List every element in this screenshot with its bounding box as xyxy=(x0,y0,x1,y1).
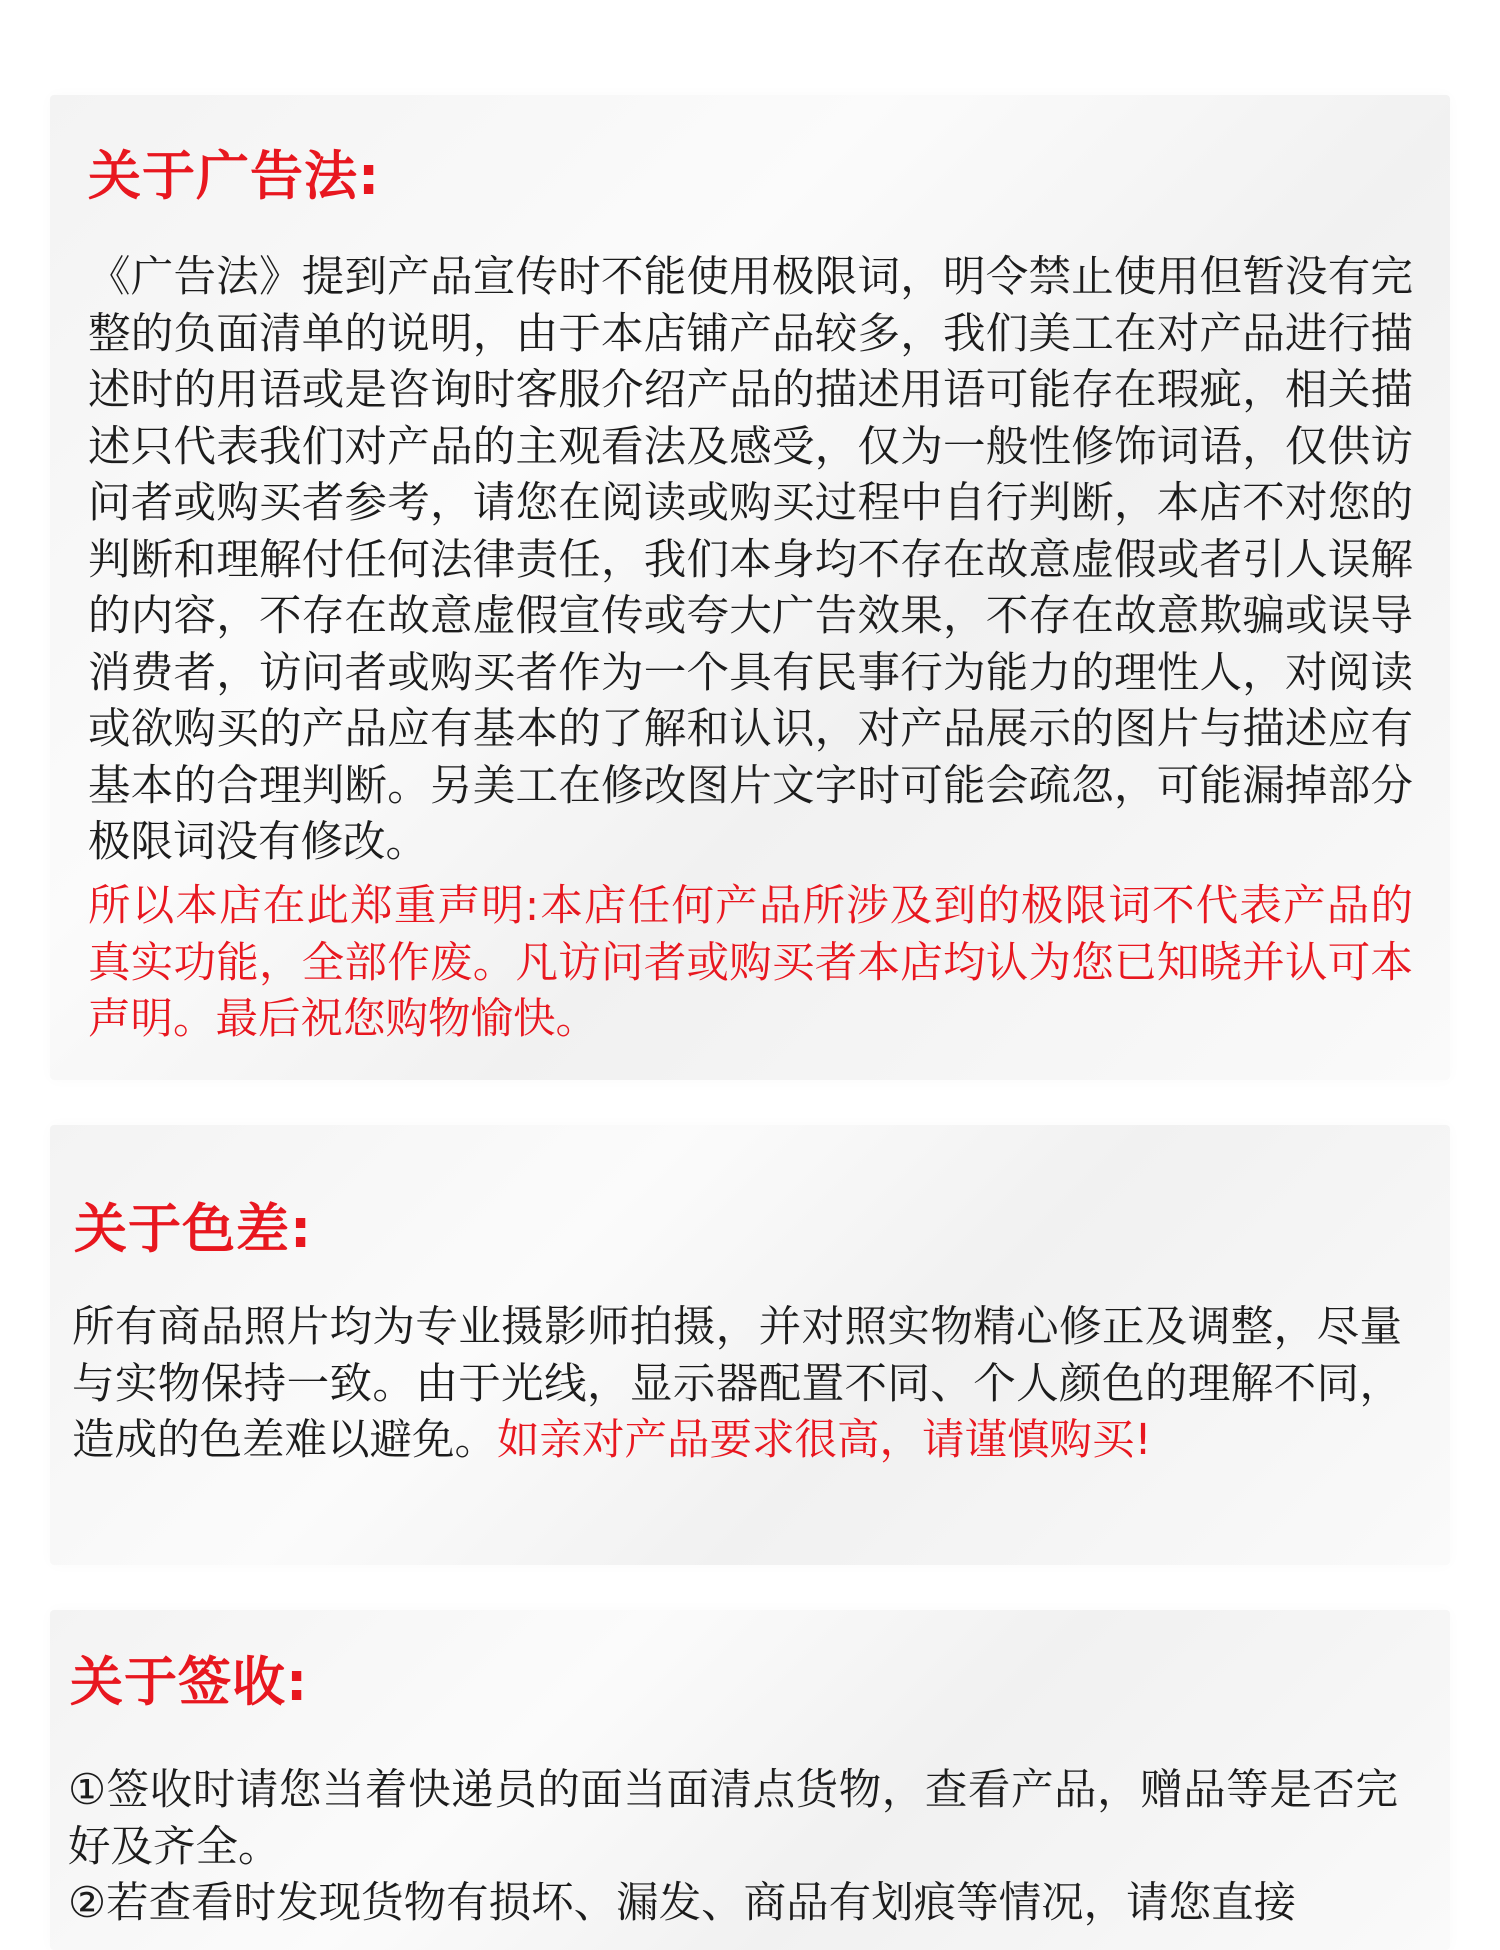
receipt-item-1: ①签收时请您当着快递员的面当面清点货物，查看产品，赠品等是否完好及齐全。 xyxy=(68,1766,1398,1872)
color-difference-body: 所有商品照片均为专业摄影师拍摄，并对照实物精心修正及调整，尽量与实物保持一致。由于光线，显示器配置不同、个人颜色的理解不同，造成的色差难以避免。 xyxy=(72,1303,1402,1465)
ad-law-heading: 关于广告法: xyxy=(88,146,381,207)
color-difference-heading: 关于色差: xyxy=(74,1199,313,1260)
receipt-heading: 关于签收: xyxy=(70,1652,309,1713)
ad-law-body: 《广告法》提到产品宣传时不能使用极限词，明令禁止使用但暂没有完整的负面清单的说明，由于本店铺产品较多，我们美工在对产品进行描述时的用语或是咨询时客服介绍产品的描述用语可能存在瑕疵，相关描述只代表我们对产品的主观看法及感受，仅为一般性修饰词语，仅供访问者或购买者参考，请您在阅读或购买过程中自行判断，本店不对您的判断和理解付任何法律责任，我们本身均不存在故意虚假或者引人误解的内容，不存在故意虚假宣传或夸大广告效果，不存在故意欺骗或误导消费者，访问者或购买者作为一个具有民事行为能力的理性人，对阅读或欲购买的产品应有基本的了解和认识，对产品展示的图片与描述应有基本的合理判断。另美工在修改图片文字时可能会疏忽，可能漏掉部分极限词没有修改。 xyxy=(88,253,1413,867)
receipt-item-2: ②若查看时发现货物有损坏、漏发、商品有划痕等情况，请您直接 xyxy=(68,1879,1297,1928)
color-difference-text xyxy=(72,1300,1402,1470)
color-difference-warning: 如亲对产品要求很高，请谨慎购买! xyxy=(497,1416,1152,1465)
ad-law-declaration: 所以本店在此郑重声明:本店任何产品所涉及到的极限词不代表产品的真实功能，全部作废。凡访问者或购买者本店均认为您已知晓并认可本声明。最后祝您购物愉快。 xyxy=(88,882,1413,1044)
receipt-list xyxy=(68,1763,1398,1933)
